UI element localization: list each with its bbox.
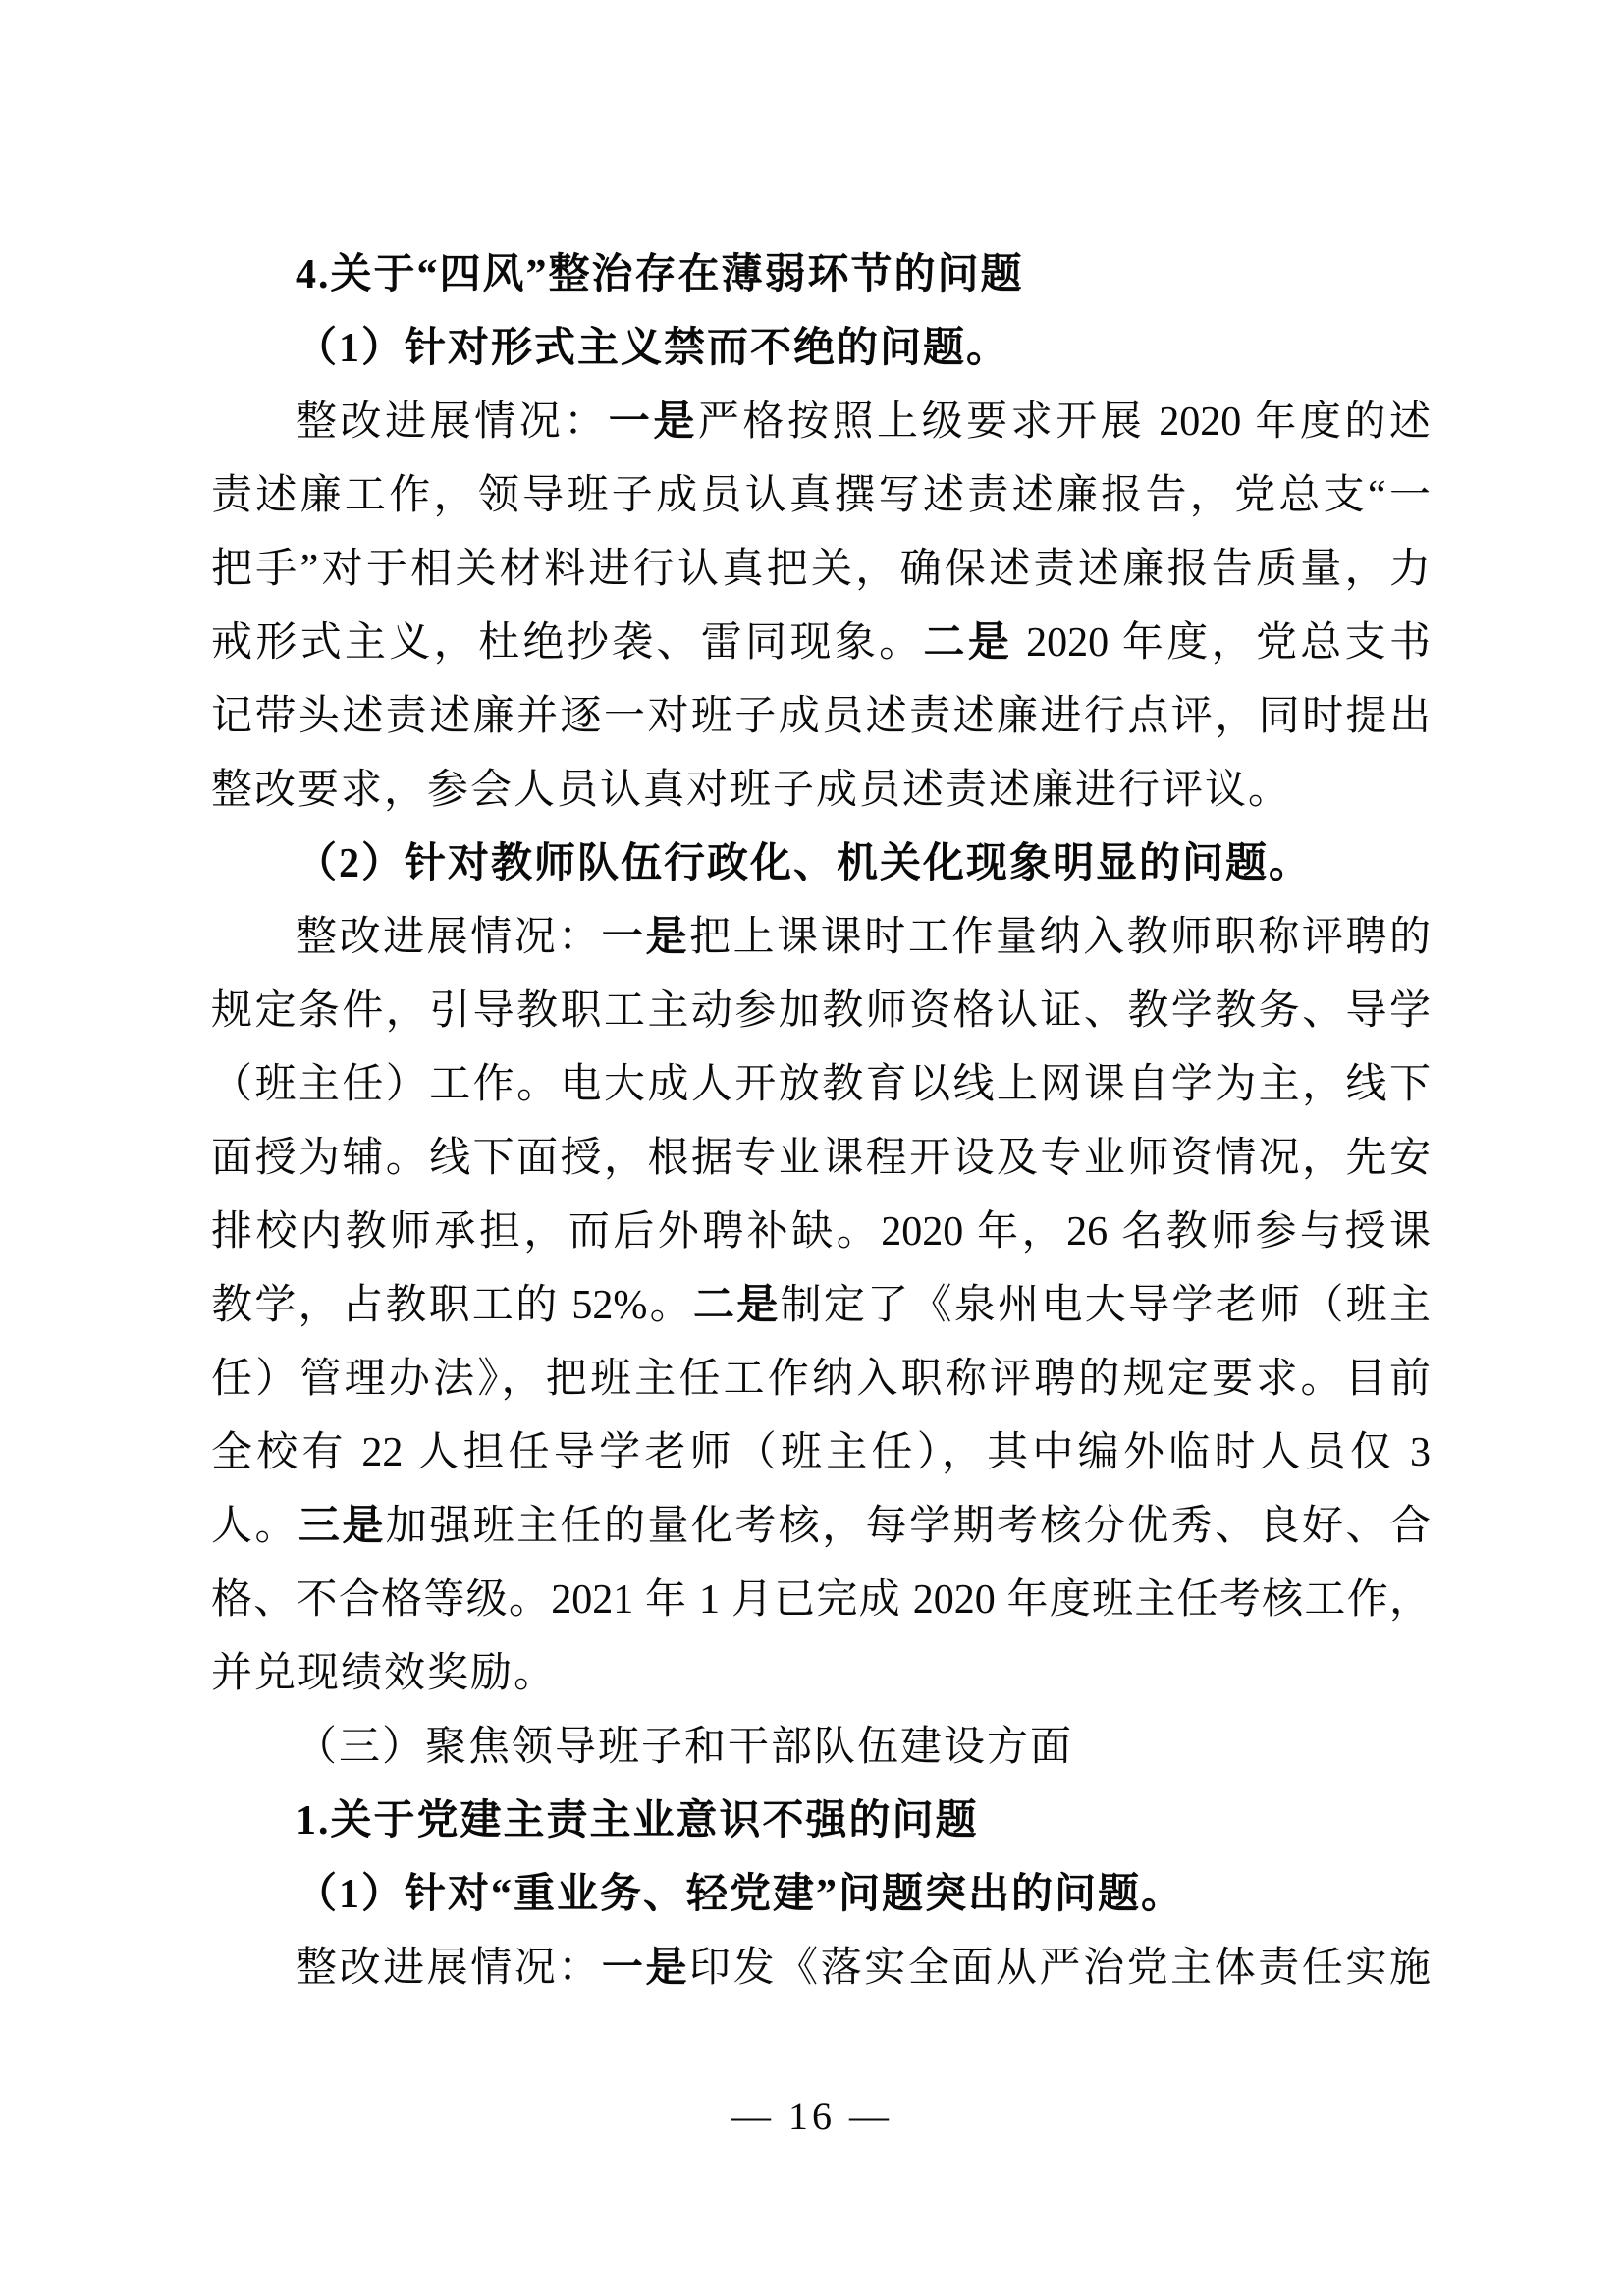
text-segment: 戒形式主义，杜绝抄袭、雷同现象。 — [211, 620, 924, 666]
text-segment: 规定条件，引导教职工主动参加教师资格认证、教学教务、导学 — [211, 988, 1431, 1034]
text-segment: 2020 年度，党总支书 — [1012, 620, 1431, 666]
paragraph-line — [211, 1048, 1431, 1122]
text-segment: 人。 — [211, 1504, 298, 1549]
text-segment: 4.关于“四风”整治存在薄弱环节的问题 — [296, 252, 1024, 297]
paragraph-line — [211, 1490, 1431, 1564]
text-segment: 一是 — [608, 400, 698, 445]
text-segment: （三）聚焦领导班子和干部队伍建设方面 — [296, 1725, 1074, 1770]
paragraph-line — [211, 1564, 1431, 1637]
text-segment: 格、不合格等级。2021 年 1 月已完成 2020 年度班主任考核工作， — [211, 1577, 1431, 1623]
text-segment: 全校有 22 人担任导学老师（班主任），其中编外临时人员仅 3 — [211, 1430, 1431, 1475]
text-segment: 面授为辅。线下面授，根据专业课程开设及专业师资情况，先安 — [211, 1136, 1431, 1181]
paragraph-line — [211, 1196, 1431, 1269]
page-number: — 16 — — [731, 2094, 893, 2138]
paragraph-line — [211, 975, 1431, 1048]
text-segment: 二是 — [692, 1283, 781, 1328]
paragraph-line — [211, 1932, 1431, 2005]
paragraph-line — [211, 459, 1431, 533]
text-segment: 排校内教师承担，而后外聘补缺。2020 年，26 名教师参与授课 — [211, 1209, 1431, 1255]
text-segment: 任）管理办法》，把班主任工作纳入职称评聘的规定要求。目前 — [211, 1357, 1431, 1402]
text-segment: 一是 — [601, 1946, 690, 1991]
text-segment: 整改进展情况： — [296, 915, 602, 960]
heading-item-1-2 — [211, 1858, 1431, 1932]
paragraph-line — [211, 901, 1431, 975]
paragraph-line — [211, 754, 1431, 828]
paragraph-line — [211, 680, 1431, 754]
heading-item-1 — [211, 312, 1431, 386]
text-segment: 整改进展情况： — [296, 1946, 602, 1991]
paragraph-line — [211, 1416, 1431, 1490]
text-segment: 整改进展情况： — [296, 400, 609, 445]
text-segment: 整改要求，参会人员认真对班子成员述责述廉进行评议。 — [211, 768, 1292, 813]
paragraph-line — [211, 386, 1431, 459]
text-segment: 加强班主任的量化考核，每学期考核分优秀、良好、合 — [385, 1504, 1431, 1549]
paragraph-line — [211, 1637, 1431, 1711]
text-segment: 记带头述责述廉并逐一对班子成员述责述廉进行点评，同时提出 — [211, 694, 1431, 739]
text-segment: 1.关于党建主责主业意识不强的问题 — [296, 1798, 979, 1843]
text-segment: 严格按照上级要求开展 2020 年度的述 — [697, 400, 1431, 445]
text-segment: 把手”对于相关材料进行认真把关，确保述责述廉报告质量，力 — [211, 547, 1431, 592]
text-segment: （2）针对教师队伍行政化、机关化现象明显的问题。 — [296, 841, 1313, 886]
text-segment: 制定了《泉州电大导学老师（班主 — [780, 1283, 1431, 1328]
paragraph-line — [211, 1269, 1431, 1343]
heading-item-2 — [211, 828, 1431, 901]
heading-section-1 — [211, 1785, 1431, 1858]
text-segment: 印发《落实全面从严治党主体责任实施 — [689, 1946, 1431, 1991]
paragraph-line — [211, 1122, 1431, 1196]
text-segment: （1）针对形式主义禁而不绝的问题。 — [296, 326, 1010, 371]
text-segment: 一是 — [601, 915, 690, 960]
text-segment: 并兑现绩效奖励。 — [211, 1651, 558, 1696]
text-segment: 教学，占教职工的 52%。 — [211, 1283, 693, 1328]
paragraph-line — [211, 1343, 1431, 1416]
text-segment: 三是 — [298, 1504, 386, 1549]
heading-section-4 — [211, 239, 1431, 312]
paragraph-line — [211, 533, 1431, 607]
text-segment: 把上课课时工作量纳入教师职称评聘的 — [689, 915, 1431, 960]
paragraph-line — [211, 607, 1431, 680]
text-segment: （1）针对“重业务、轻党建”问题突出的问题。 — [296, 1872, 1185, 1917]
heading-section-3-focus — [211, 1711, 1431, 1785]
text-segment: 二是 — [923, 620, 1013, 666]
text-segment: （班主任）工作。电大成人开放教育以线上网课自学为主，线下 — [211, 1062, 1431, 1107]
text-segment: 责述廉工作，领导班子成员认真撰写述责述廉报告，党总支“一 — [211, 473, 1431, 518]
document-body — [211, 239, 1431, 2005]
